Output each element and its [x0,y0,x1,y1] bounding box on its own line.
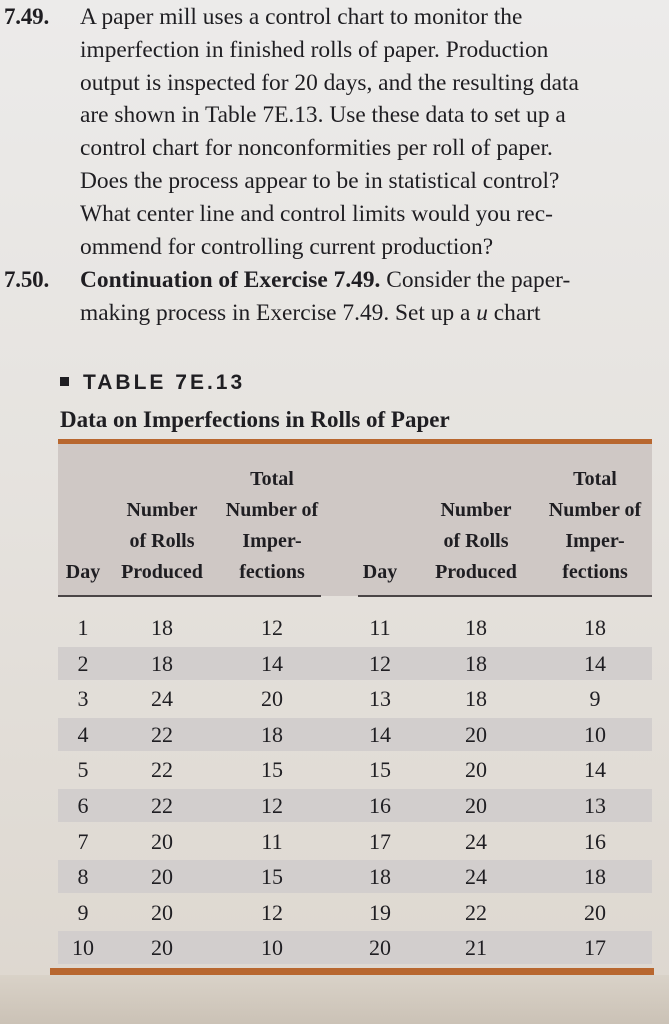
column-header-line: fections [239,561,305,583]
cell-imperfections: 14 [584,650,606,676]
cell-day: 19 [369,899,391,925]
column-header-line: of Rolls [443,530,509,552]
cell-imperfections: 20 [261,686,283,712]
exercise-number: 7.50. [4,267,50,292]
cell-rolls: 18 [465,615,487,640]
cell-rolls: 18 [465,686,487,712]
cell-day: 9 [77,899,89,925]
column-header-line: Produced [435,561,517,583]
text-segment: What center line and control limits would you rec- [80,200,553,227]
cell-imperfections: 18 [584,864,606,890]
exercise-text-line [80,201,553,228]
text-segment: Continuation of Exercise 7.49. [80,267,381,293]
cell-imperfections: 12 [261,899,283,925]
cell-rolls: 21 [465,935,487,961]
cell-rolls: 22 [465,899,487,925]
cell-day: 12 [369,650,391,676]
text-segment: chart [487,299,541,326]
cell-imperfections: 18 [584,615,606,640]
column-header-line: Number [440,499,512,521]
cell-imperfections: 20 [584,899,606,925]
exercise-text-line [80,234,493,261]
cell-day: 20 [369,935,391,961]
cell-imperfections: 14 [584,757,606,783]
cell-day: 11 [369,615,391,640]
exercise-text-line [80,300,541,327]
exercise-text-line [80,4,522,31]
cell-imperfections: 15 [261,864,283,890]
cell-day: 1 [77,615,89,640]
cell-imperfections: 17 [584,935,606,961]
text-segment: Does the process appear to be in statistical control? [80,168,560,194]
column-header-line: Day [65,561,101,583]
cell-rolls: 24 [465,828,487,854]
exercise-text-line [80,70,579,97]
cell-imperfections: 9 [589,686,601,712]
cell-day: 7 [77,828,89,854]
cell-imperfections: 16 [584,828,606,854]
cell-day: 4 [77,721,89,747]
cell-rolls: 24 [151,686,173,712]
cell-imperfections: 18 [261,721,283,747]
column-header-line: Imper- [565,530,625,552]
cell-day: 6 [77,793,89,818]
cell-rolls: 22 [151,757,173,783]
column-header-imperfections-left [212,464,332,588]
cell-day: 15 [369,757,391,783]
cell-day: 14 [369,721,391,747]
text-segment: output is inspected for 20 days, and the resulting data [80,69,579,96]
column-header-rolls-left [112,495,212,588]
column-header-line: Produced [121,561,203,583]
text-segment: imperfection in finished rolls of paper. Production [80,36,549,63]
cell-rolls: 20 [151,935,173,961]
cell-rolls: 18 [151,615,173,640]
cell-imperfections: 10 [584,721,606,747]
column-header-line: Number [126,499,198,521]
column-header-day-right [355,557,405,588]
cell-day: 8 [77,864,89,890]
cell-day: 16 [369,793,391,818]
table-caption: Data on Imperfections in Rolls of Paper [60,407,450,432]
cell-rolls: 22 [151,793,173,818]
cell-day: 10 [72,935,94,961]
cell-rolls: 20 [465,793,487,818]
cell-rolls: 20 [151,864,173,890]
exercise-number: 7.49. [4,4,50,29]
page-shadow [0,975,669,1024]
cell-rolls: 20 [151,899,173,925]
text-segment: are shown in Table 7E.13. Use these data to set up a [80,102,566,129]
header-rule-right [358,595,652,597]
cell-imperfections: 12 [261,615,283,640]
text-segment: A paper mill uses a control chart to monitor the [80,4,523,30]
cell-rolls: 18 [465,650,487,676]
cell-imperfections: 15 [261,757,283,783]
column-header-line: Imper- [242,530,302,552]
column-header-line: of Rolls [129,530,195,552]
column-header-line: Number of [225,499,319,521]
cell-rolls: 24 [465,864,487,890]
exercise-text-line [80,37,548,64]
square-bullet-icon [60,377,69,386]
cell-imperfections: 12 [261,793,283,818]
table-label-text: TABLE 7E.13 [83,371,246,394]
text-segment: u [476,299,488,326]
text-segment: ommend for controlling current production? [80,233,494,260]
column-header-line: Total [250,468,294,490]
cell-rolls: 20 [151,828,173,854]
exercise-text-line [80,135,553,162]
cell-imperfections: 14 [261,650,283,676]
table-bottom-rule [50,968,654,975]
cell-day: 5 [77,757,89,783]
cell-imperfections: 11 [261,828,283,854]
cell-imperfections: 13 [584,793,606,818]
exercise-text-line [80,102,566,129]
column-header-line: Total [573,468,617,490]
column-header-rolls-right [426,495,526,588]
cell-day: 3 [77,686,89,712]
cell-day: 2 [77,650,89,676]
cell-rolls: 22 [151,721,173,747]
table-label [60,371,245,395]
exercise-text-line [80,168,559,195]
cell-day: 18 [369,864,391,890]
cell-day: 17 [369,828,391,854]
cell-imperfections: 10 [261,935,283,961]
text-segment: making process in Exercise 7.49. Set up a [80,299,477,326]
column-header-day-left [58,557,108,588]
column-header-line: Number of [548,499,642,521]
column-header-line: fections [562,561,628,583]
column-header-line: Day [362,561,398,583]
cell-rolls: 20 [465,757,487,783]
cell-rolls: 18 [151,650,173,676]
exercise-text-line [80,267,570,294]
column-header-imperfections-right [535,464,655,588]
text-segment: control chart for nonconformities per roll of paper. [80,135,553,162]
text-segment: Consider the paper- [380,267,571,293]
cell-day: 13 [369,686,391,712]
cell-rolls: 20 [465,721,487,747]
header-rule-left [58,595,321,597]
